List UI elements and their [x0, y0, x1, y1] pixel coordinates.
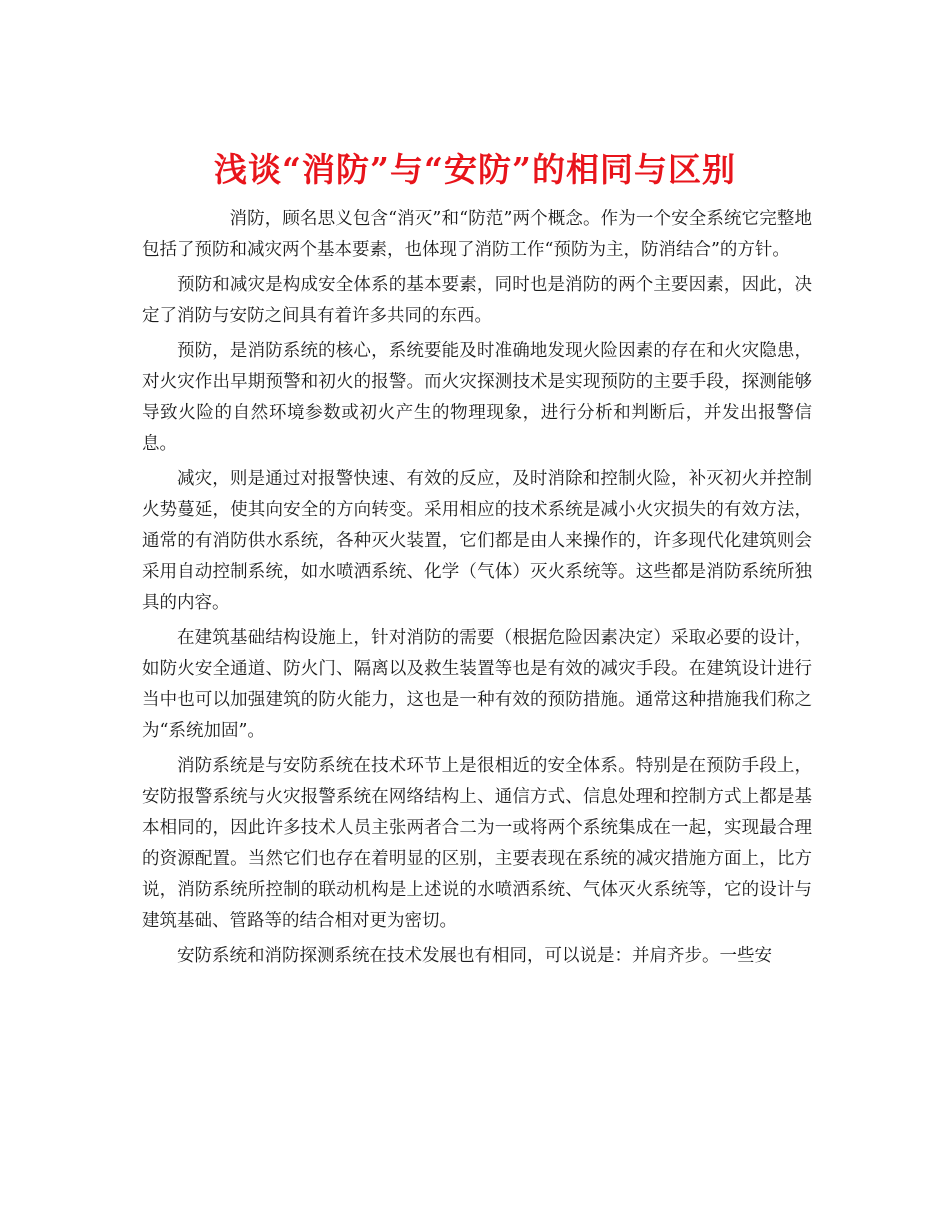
document-title: 浅谈“消防”与“安防”的相同与区别: [214, 150, 736, 190]
document-body: [142, 204, 812, 976]
paragraph-2: 预防和减灾是构成安全体系的基本要素，同时也是消防的两个主要因素，因此，决定了消防与安防之间具有着许多共同的东西。: [142, 275, 812, 326]
paragraph-6: 消防系统是与安防系统在技术环节上是很相近的安全体系。特别是在预防手段上，安防报警系统与火灾报警系统在网络结构上、通信方式、信息处理和控制方式上都是基本相同的，因此许多技术人员主张两者合二为一或将两个系统集成在一起，实现最合理的资源配置。当然它们也存在着明显的区别，主要表现在系统的减灾措施方面上，比方说，消防系统所控制的联动机构是上述说的水喷洒系统、气体灭火系统等，它的设计与建筑基础、管路等的结合相对更为密切。: [142, 756, 812, 931]
paragraph-4: 减灾，则是通过对报警快速、有效的反应，及时消除和控制火险，补灭初火并控制火势蔓延，使其向安全的方向转变。采用相应的技术系统是减小火灾损失的有效方法，通常的有消防供水系统，各种灭火装置，它们都是由人来操作的，许多现代化建筑则会采用自动控制系统，如水喷洒系统、化学（气体）灭火系统等。这些都是消防系统所独具的内容。: [142, 469, 812, 613]
paragraph-3: 预防，是消防系统的核心，系统要能及时准确地发现火险因素的存在和火灾隐患，对火灾作出早期预警和初火的报警。而火灾探测技术是实现预防的主要手段，探测能够导致火险的自然环境参数或初火产生的物理现象，进行分析和判断后，并发出报警信息。: [142, 341, 812, 454]
paragraph-5: 在建筑基础结构设施上，针对消防的需要（根据危险因素决定）采取必要的设计，如防火安全通道、防火门、隔离以及救生装置等也是有效的减灾手段。在建筑设计进行当中也可以加强建筑的防火能力，这也是一种有效的预防措施。通常这种措施我们称之为“系统加固”。: [142, 628, 812, 741]
paragraph-7: 安防系统和消防探测系统在技术发展也有相同，可以说是：并肩齐步。一些安: [177, 946, 772, 966]
paragraph-1: 消防，顾名思义包含“消灭”和“防范”两个概念。作为一个安全系统它完整地包括了预防和减灾两个基本要素，也体现了消防工作“预防为主，防消结合”的方针。: [142, 209, 812, 260]
